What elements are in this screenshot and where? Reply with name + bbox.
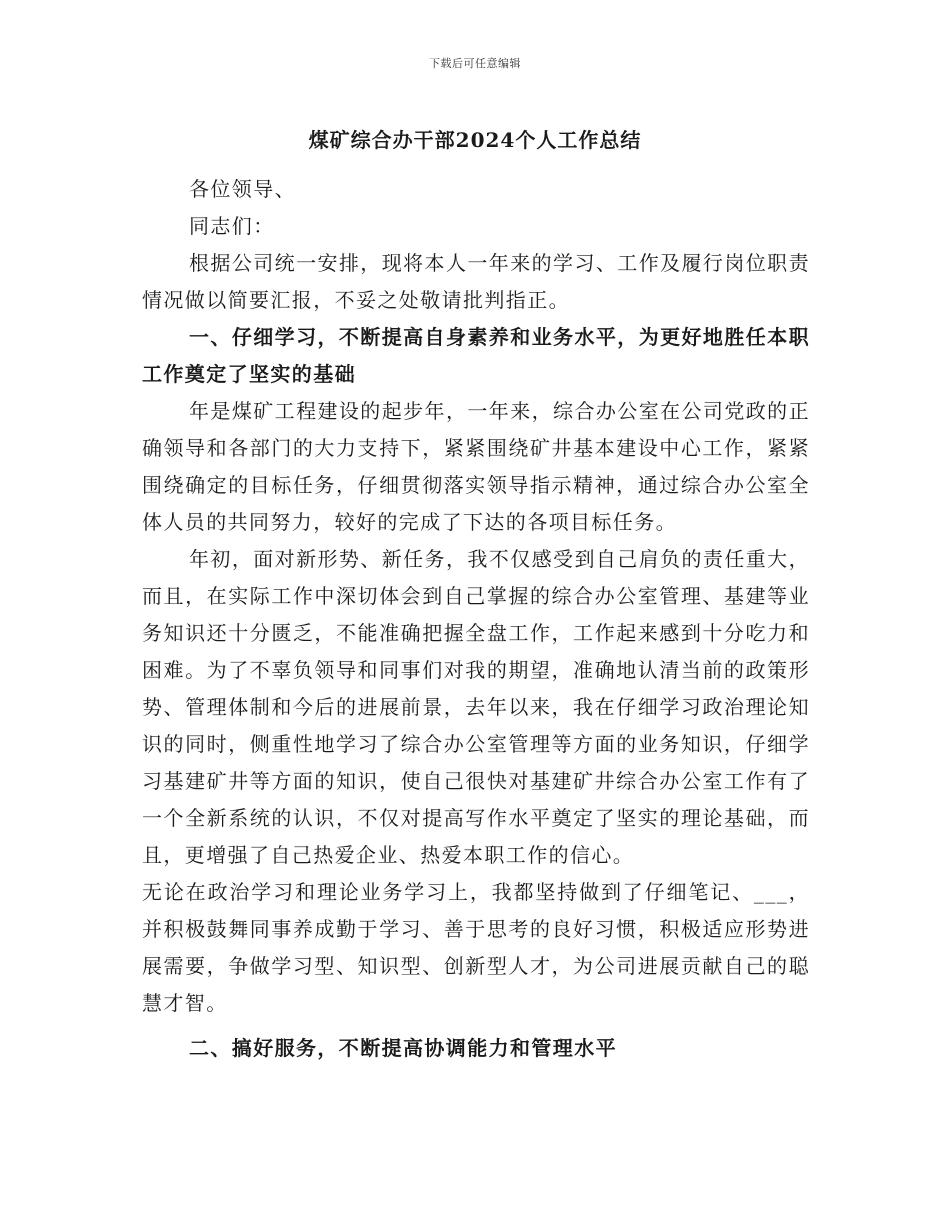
section-2-heading: 二、搞好服务，不断提高协调能力和管理水平 <box>189 1036 617 1060</box>
intro-paragraph: 根据公司统一安排，现将本人一年来的学习、工作及履行岗位职责情况做以简要汇报，不妥之处敬请批判指正。 <box>142 251 810 312</box>
salutation-colleagues: 同志们： <box>189 214 275 238</box>
paragraph-1: 年是煤矿工程建设的起步年，一年来，综合办公室在公司党政的正确领导和各部门的大力支持下，紧紧围绕矿井基本建设中心工作，紧紧围绕确定的目标任务，仔细贯彻落实领导指示精神，通过综合办公室全体人员的共同努力，较好的完成了下达的各项目标任务。 <box>142 399 810 534</box>
section-1-heading: 一、仔细学习，不断提高自身素养和业务水平，为更好地胜任本职工作奠定了坚实的基础 <box>142 325 810 386</box>
salutation-leaders: 各位领导、 <box>189 177 296 201</box>
paragraph-2: 年初，面对新形势、新任务，我不仅感受到自己肩负的责任重大，而且，在实际工作中深切体会到自己掌握的综合办公室管理、基建等业务知识还十分匮乏，不能准确把握全盘工作，工作起来感到十分吃力和困难。为了不辜负领导和同事们对我的期望，准确地认清当前的政策形势、管理体制和今后的进展前景，去年以来，我在仔细学习政治理论知识的同时，侧重性地学习了综合办公室管理等方面的业务知识，仔细学习基建矿井等方面的知识，使自己很快对基建矿井综合办公室工作有了一个全新系统的认识，不仅对提高写作水平奠定了坚实的理论基础，而且，更增强了自己热爱企业、热爱本职工作的信心。 <box>142 547 810 867</box>
paragraph-3: 无论在政治学习和理论业务学习上，我都坚持做到了仔细笔记、___，并积极鼓舞同事养成勤于学习、善于思考的良好习惯，积极适应形势进展需要，争做学习型、知识型、创新型人才，为公司进展贡献自己的聪慧才智。 <box>142 880 810 1015</box>
page-header-note: 下载后可任意编辑 <box>429 57 521 70</box>
document-body <box>142 171 810 1067</box>
document-title: 煤矿综合办干部2024个人工作总结 <box>308 128 642 152</box>
